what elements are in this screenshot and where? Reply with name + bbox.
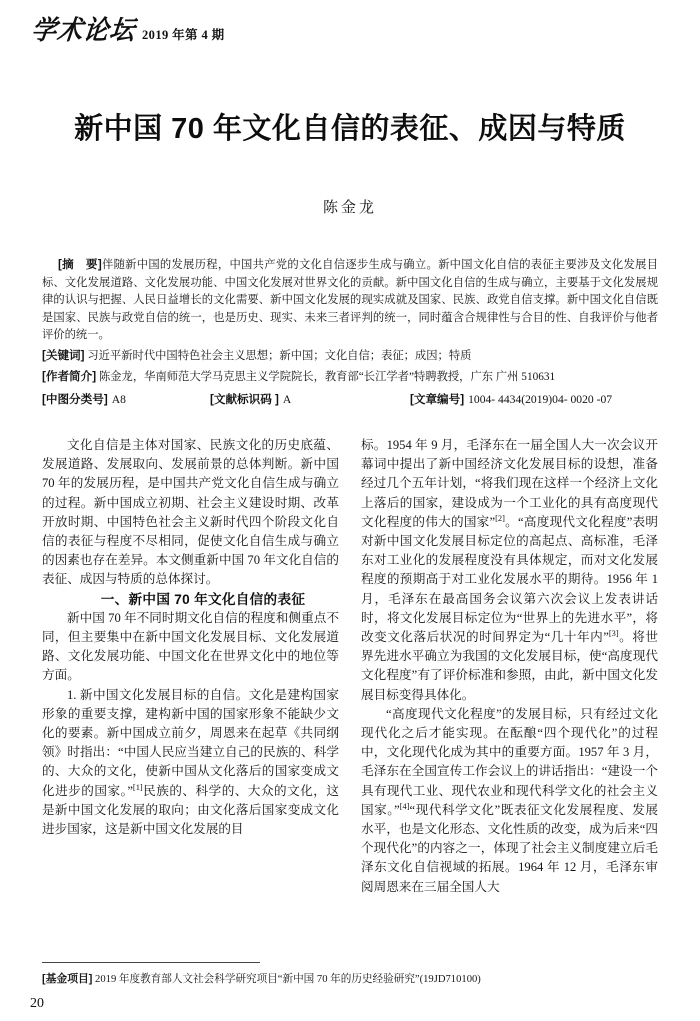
document-code-label: [文献标识码 ]	[210, 392, 279, 406]
body-columns	[42, 436, 658, 966]
keywords-label: [关键词]	[42, 349, 85, 362]
paragraph	[42, 686, 339, 840]
abstract-block	[42, 256, 658, 345]
paragraph	[361, 705, 658, 897]
fund-project-text: 2019 年度教育部人文社会科学研究项目“新中国 70 年的历史经验研究”(19JD710100)	[95, 974, 481, 985]
reference-marker: [4]	[399, 801, 410, 811]
page-number: 20	[30, 996, 44, 1011]
fund-project-label: [基金项目]	[42, 973, 93, 985]
paragraph-text: 。将世界先进水平确立为我国的文化发展目标，使“高度现代文化程度”有了评价标准和参照，由此，新中国文化发展目标变得具体化。	[361, 630, 658, 702]
footnote-divider	[42, 962, 260, 963]
paragraph: 新中国 70 年不同时期文化自信的程度和侧重点不同，但主要集中在新中国文化发展目标、文化发展道路、文化发展功能、中国文化在世界文化中的地位等方面。	[42, 610, 339, 683]
article-id-cell	[410, 391, 658, 407]
reference-marker: [3]	[608, 628, 619, 638]
article-id-label: [文章编号]	[410, 392, 465, 406]
article-id-value: 1004- 4434(2019)04- 0020 -07	[468, 392, 613, 406]
clc-cell	[42, 391, 210, 407]
abstract-text: 伴随新中国的发展历程，中国共产党的文化自信逐步生成与确立。新中国文化自信的表征主要涉及文化发展目标、文化发展道路、文化发展功能、中国文化发展对世界文化的贡献。新中国文化自信的生成与确立，主要基于文化发展规律的认识与把握、人民日益增长的文化需要、新中国文化发展的现实成就及国家、民族、政党自信支撑。新中国文化自信既是国家、民族与政党自信的统一，也是历史、现实、未来三者评判的统一，同时蕴含合规律性与合目的性、自我评价与他者评价的统一。	[42, 259, 658, 341]
clc-label: [中图分类号]	[42, 392, 108, 406]
reference-marker: [2]	[495, 513, 505, 523]
clc-value: A8	[111, 392, 126, 406]
author-bio-block	[42, 368, 658, 387]
masthead	[29, 14, 225, 46]
paragraph-text: “高度现代文化程度”的发展目标，只有经过文化现代化之后才能实现。在酝酿“四个现代化”的过程中，文化现代化成为其中的重要方面。1957 年 3 月，毛泽东在全国宣传工作会议上的讲话指出：“建设一个具有现代工业、现代农业和现代科学文化的社会主义国家。”	[361, 706, 658, 817]
reference-marker: [1]	[132, 782, 143, 792]
paragraph-text: 民族的、科学的、大众的文化，这是新中国文化发展的取向；由文化落后国家变成文化进步国家，这是新中国文化发展的目	[42, 783, 339, 837]
right-column	[361, 436, 658, 966]
footnote	[42, 972, 662, 987]
paragraph-text: 标。1954 年 9 月，毛泽东在一届全国人大一次会议开幕词中提出了新中国经济文化发展目标的设想，准备经过几个五年计划，“将我们现在这样一个经济上文化上落后的国家，建设成为一个工业化的具有高度现代文化程度的伟大的国家”	[361, 438, 658, 529]
article-author: 陈金龙	[322, 200, 377, 216]
paragraph: 文化自信是主体对国家、民族文化的历史底蕴、发展道路、发展取向、发展前景的总体判断。新中国 70 年的发展历程，是中国共产党文化自信生成与确立的过程。新中国成立初期、社会主义建设时期、改革开放时期、中国特色社会主义新时代四个阶段文化自信的表征与程度不尽相同，促使文化自信生成与确立的因素也存在差异。本文侧重新中国 70 年文化自信的表征、成因与特质的总体探讨。	[42, 438, 339, 587]
classification-row	[42, 391, 658, 407]
document-code-value: A	[282, 392, 292, 406]
author-bio-label: [作者简介]	[42, 370, 97, 383]
paragraph	[361, 436, 658, 705]
left-column	[42, 436, 339, 966]
paragraph-text: 1. 新中国文化发展目标的自信。文化是建构国家形象的重要支撑，建构新中国的国家形象不能缺少文化的要素。新中国成立前夕，周恩来在起草《共同纲领》时指出：“中国人民应当建立自己的民族的、科学的、大众的文化，使新中国从文化落后的国家变成文化进步的国家。”	[42, 687, 339, 798]
front-matter	[42, 256, 658, 407]
document-code-cell	[210, 391, 410, 407]
author-bio-text: 陈金龙，华南师范大学马克思主义学院院长，教育部“长江学者”特聘教授，广东 广州 510631	[98, 371, 556, 383]
keywords-text: 习近平新时代中国特色社会主义思想；新中国；文化自信；表征；成因；特质	[87, 350, 472, 362]
journal-logo: 学术论坛	[29, 14, 138, 46]
abstract-label: [摘 要]	[58, 258, 102, 271]
paragraph-text: “现代科学文化”既表征文化发展程度、发展水平，也是文化形态、文化性质的改变，成为后来“四个现代化”的内容之一，体现了社会主义制度建立后毛泽东文化自信视域的拓展。1964 年 12 月，毛泽东审阅周恩来在三届全国人大	[361, 802, 658, 894]
issue-label: 2019 年第 4 期	[142, 27, 225, 42]
article-title: 新中国 70 年文化自信的表征、成因与特质	[74, 113, 626, 145]
paragraph-text: 。“高度现代文化程度”表明对新中国文化发展目标定位的高起点、高标准，毛泽东对工业化的发展程度没有具体规定，而对文化发展程度的预期高于对工业化发展水平的期待。1956 年 1 月，毛泽东在最高国务会议第六次会议上发表讲话时，将文化发展目标定位为“世界上的先进水平”，将改变文化落后状况的时间界定为“几十年内”	[361, 514, 658, 645]
section-heading: 一、新中国 70 年文化自信的表征	[100, 591, 306, 607]
keywords-block	[42, 347, 658, 366]
